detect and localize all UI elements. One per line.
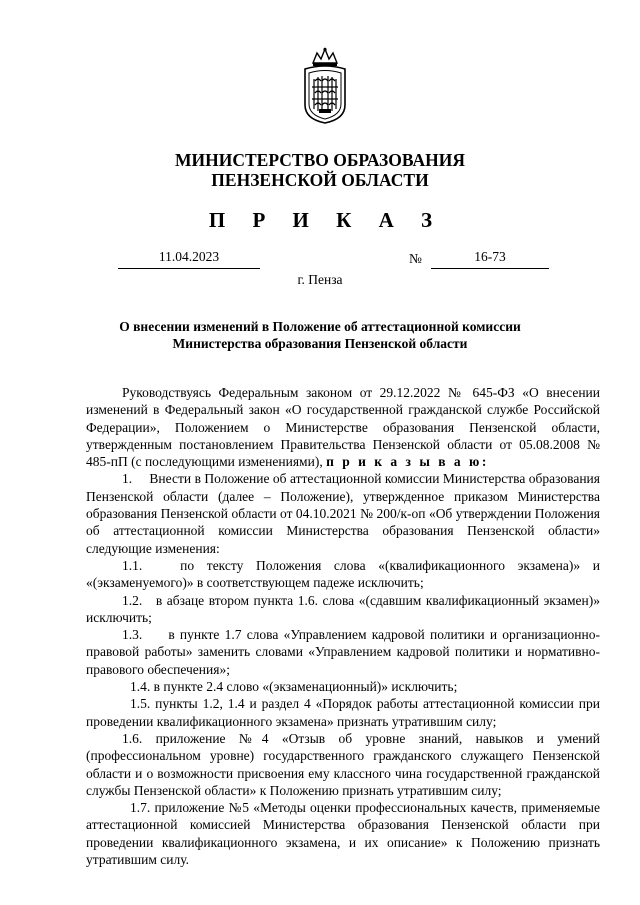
item-1-6: 1.6. приложение №4 «Отзыв об уровне знаний, навыков и умений (профессиональном уровне) государственного гражданского служащего Пензенской области и о возможности присвоения ему классного чина государственной гражданской службы Пензенской области» к Положению признать утратившим силу; [86, 730, 600, 798]
item-1-3: 1.3. в пункте 1.7 слова «Управлением кадровой политики и организационно-правовой работы» заменить словами «Управлением кадровой политики и нормативно-правового обеспечения»; [86, 627, 600, 677]
ministry-name-line1: МИНИСТЕРСТВО ОБРАЗОВАНИЯ [175, 150, 465, 170]
order-number: 16-73 [431, 249, 549, 269]
document-title [0, 318, 640, 352]
city: г. Пенза [297, 272, 343, 287]
intro-text: Руководствуясь Федеральным законом от 29.12.2022 № 645-ФЗ «О внесении изменений в Федеральный закон «О государственной гражданской службе Российской Федерации», Положением о Министерстве образования Пензенской области, утвержденным постановлением Правительства Пензенской области от 05.08.2008 № 485-пП (с последующими изменениями), [86, 385, 600, 470]
document-type: П Р И К А З [208, 208, 444, 232]
title-line2: Министерства образования Пензенской области [172, 336, 468, 351]
item-1-2: 1.2. в абзаце втором пункта 1.6. слова «(сдавшим квалификационный экзамен)» исключить; [86, 592, 600, 625]
item-1-5: 1.5. пункты 1.2, 1.4 и раздел 4 «Порядок работы аттестационной комиссии при проведении квалификационного экзамена» признать утратившим силу; [86, 696, 600, 729]
intro-paragraph [86, 384, 600, 470]
item-1-7: 1.7. приложение №5 «Методы оценки профессиональных качеств, применяемые аттестационной комиссией Министерства образования Пензенской области при проведении квалификационного экзамена, и их описание» к Положению признать утратившим силу. [86, 800, 600, 868]
item-1-1: 1.1. по тексту Положения слова «(квалификационного экзамена)» и «(экзаменуемого)» в соответствующем падеже исключить; [86, 557, 600, 591]
intro-bold: п р и к а з ы в а ю: [326, 454, 489, 470]
document-body [86, 384, 600, 868]
coat-of-arms-icon [299, 47, 351, 125]
title-line1: О внесении изменений в Положение об аттестационной комиссии [119, 319, 521, 334]
number-sign: № [409, 251, 422, 266]
item-1: 1. Внести в Положение об аттестационной комиссии Министерства образования Пензенской области (далее – Положение), утвержденное приказом Министерства образования Пензенской области от 04.10.2021 № 200/к-оп «Об утверждении Положения об аттестационной комиссии Министерства образования Пензенской области» следующие изменения: [86, 471, 600, 556]
item-1-4: 1.4. в пункте 2.4 слово «(экзаменационный)» исключить; [130, 679, 458, 695]
order-date: 11.04.2023 [118, 249, 260, 269]
ministry-name-line2: ПЕНЗЕНСКОЙ ОБЛАСТИ [211, 170, 429, 190]
